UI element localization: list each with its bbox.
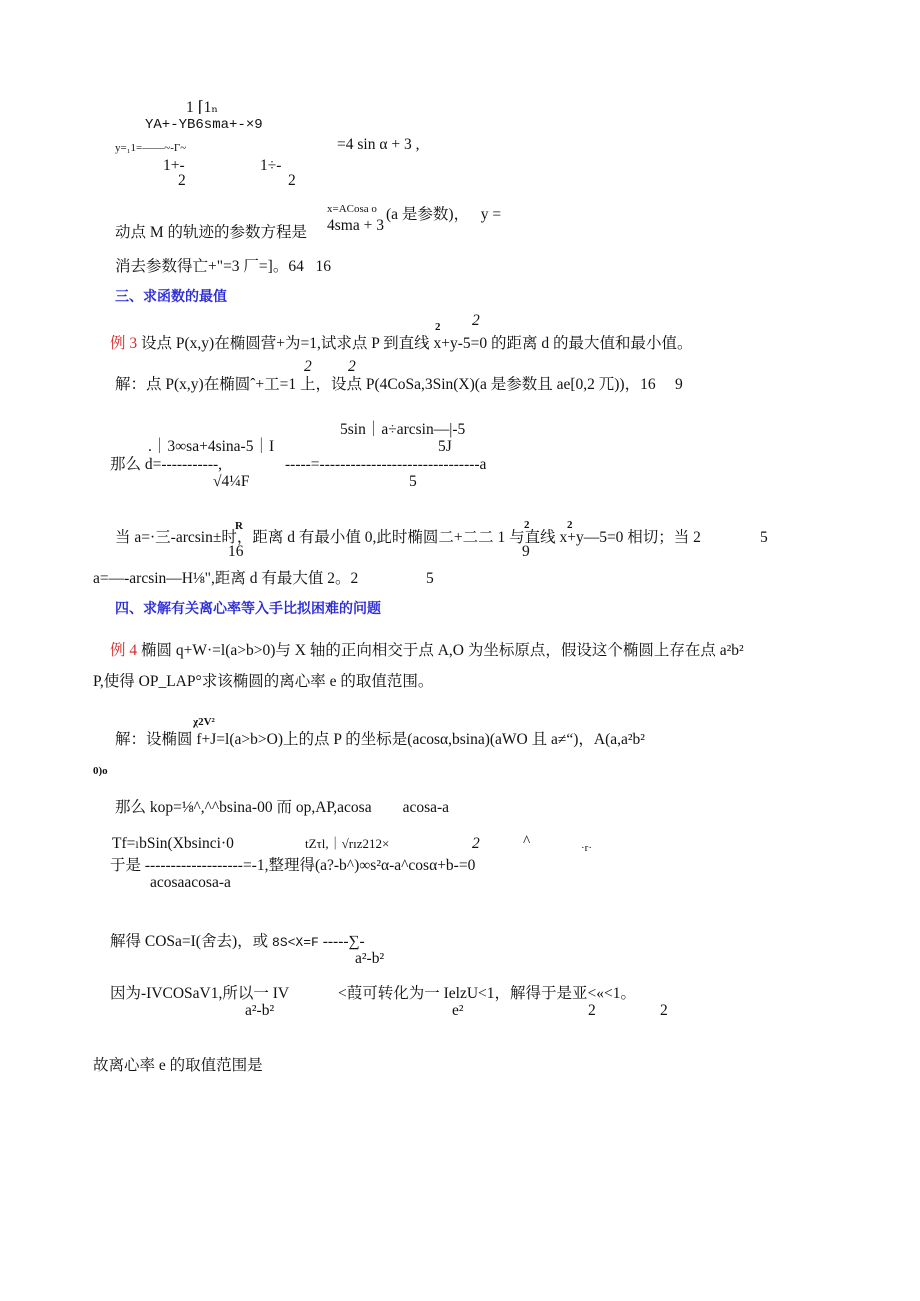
text: 解得 COSa=I(舍去)，或 [110,933,273,950]
superscript: 2 [567,519,573,531]
paragraph: 故离心率 e 的取值范围是 [93,1057,263,1074]
paragraph: 消去参数得亡+"=3 厂=]。64 16 [115,258,331,275]
formula-text: 2 [288,172,296,189]
formula-text: 2 [588,1002,596,1019]
paragraph: a=—-arcsin—H⅛",距离 d 有最大值 2。2 [93,570,359,587]
paragraph [110,933,365,952]
formula-text: 2 [660,1002,668,1019]
example-label: 例 3 [110,335,138,352]
example-text: 设点 P(x,y)在椭圆营+为=1,试求点 P 到直线 x+y-5=0 的距离 d 的最大值和最小值。 [137,335,693,352]
formula-text: 那么 d=-----------, [110,456,223,473]
formula-text: 9 [522,543,530,560]
section-heading: 三、求函数的最值 [115,289,227,305]
formula-text: 16 [228,543,244,560]
paragraph: 动点 M 的轨迹的参数方程是 [115,224,308,241]
formula-text: acosaacosa-a [150,874,231,891]
formula-text: 5 [426,570,434,587]
example-text: 椭圆 q+W·=l(a>b>0)与 X 轴的正向相交于点 A,O 为坐标原点，假设这个椭圆上存在点 a²b² [137,642,744,659]
formula-text: y=₁1=——~-Γ~ [115,142,187,154]
formula-text: 2 [472,835,480,852]
superscript: 2 [524,519,530,531]
formula-text: -----∑- [318,933,365,950]
paragraph: P,使得 OP_LAP°求该椭圆的离心率 e 的取值范围。 [93,673,434,690]
formula-text: x=ACosa o [327,203,377,215]
formula-text: a²-b² [355,950,385,967]
formula-text: 1÷- [260,157,282,174]
paragraph: 0)o [93,765,108,777]
formula-text: 5 [409,473,417,490]
formula-text: 2 [178,172,186,189]
formula-text: 5 [760,529,768,546]
formula-text: 1+- [163,157,185,174]
formula-text: tZτl,｜√rız212× [305,836,390,851]
superscript: 2 [472,312,480,329]
superscript: 2 [435,321,441,333]
formula-text: √4¼F [213,473,250,490]
section-heading: 四、求解有关离心率等入手比拟困难的问题 [115,601,381,617]
formula-text: ·r· [581,842,592,854]
superscript: 2 [348,358,356,375]
formula-text: 4sma + 3 [327,217,384,234]
paragraph [110,335,693,353]
superscript: 2 [304,358,312,375]
formula-text: 5J [438,438,452,455]
paragraph: 于是 -------------------=-1,整理得(a?-b^)∞s²α-a^cosα+b-=0 [110,857,476,874]
formula-text: (a 是参数)， y = [386,206,502,223]
formula-text: -----=-------------------------------a [285,456,487,473]
paragraph: 因为-IVCOSaV1,所以一 IV [110,985,290,1002]
formula-text: 1 ⌈1ₙ [186,99,219,116]
paragraph: 解：点 P(x,y)在椭圆ˆ+工=1 上，设点 P(4CoSa,3Sin(X)(a 是参数且 ae[0,2 兀))，16 9 [115,376,683,393]
formula-text: =4 sin α + 3 , [337,136,420,153]
formula-text: .｜3∞sa+4sina-5｜I [148,438,275,455]
formula-text: Tf=ₗbSin(Xbsinci·0 [112,835,234,852]
formula-text: a²-b² [245,1002,275,1019]
paragraph: 解：设椭圆 f+J=l(a>b>O)上的点 P 的坐标是(acosα,bsina)(aWO 且 a≠“)，A(a,a²b² [115,731,645,748]
example-label: 例 4 [110,642,138,659]
formula-text: YA+-YB6sma+-×9 [145,117,263,133]
superscript: R [235,520,243,532]
formula-text: e² [452,1002,464,1019]
paragraph: 当 a=·三-arcsin±时，距离 d 有最小值 0,此时椭圆二+二二 1 与直线 x+y—5=0 相切；当 2 [115,529,701,546]
paragraph: 那么 kop=⅛^,^^bsina-00 而 op,AP,acosa acosa-a [115,799,450,816]
paragraph [110,642,744,660]
formula-text: ^ [523,833,531,850]
paragraph: <葭可转化为一 IelzU<1，解得于是亚<«<1。 [338,985,637,1002]
formula-text: 8S<X=F [272,935,319,950]
formula-text: 5sin｜a÷arcsin—|-5 [340,421,466,438]
superscript: χ2V² [193,716,215,728]
